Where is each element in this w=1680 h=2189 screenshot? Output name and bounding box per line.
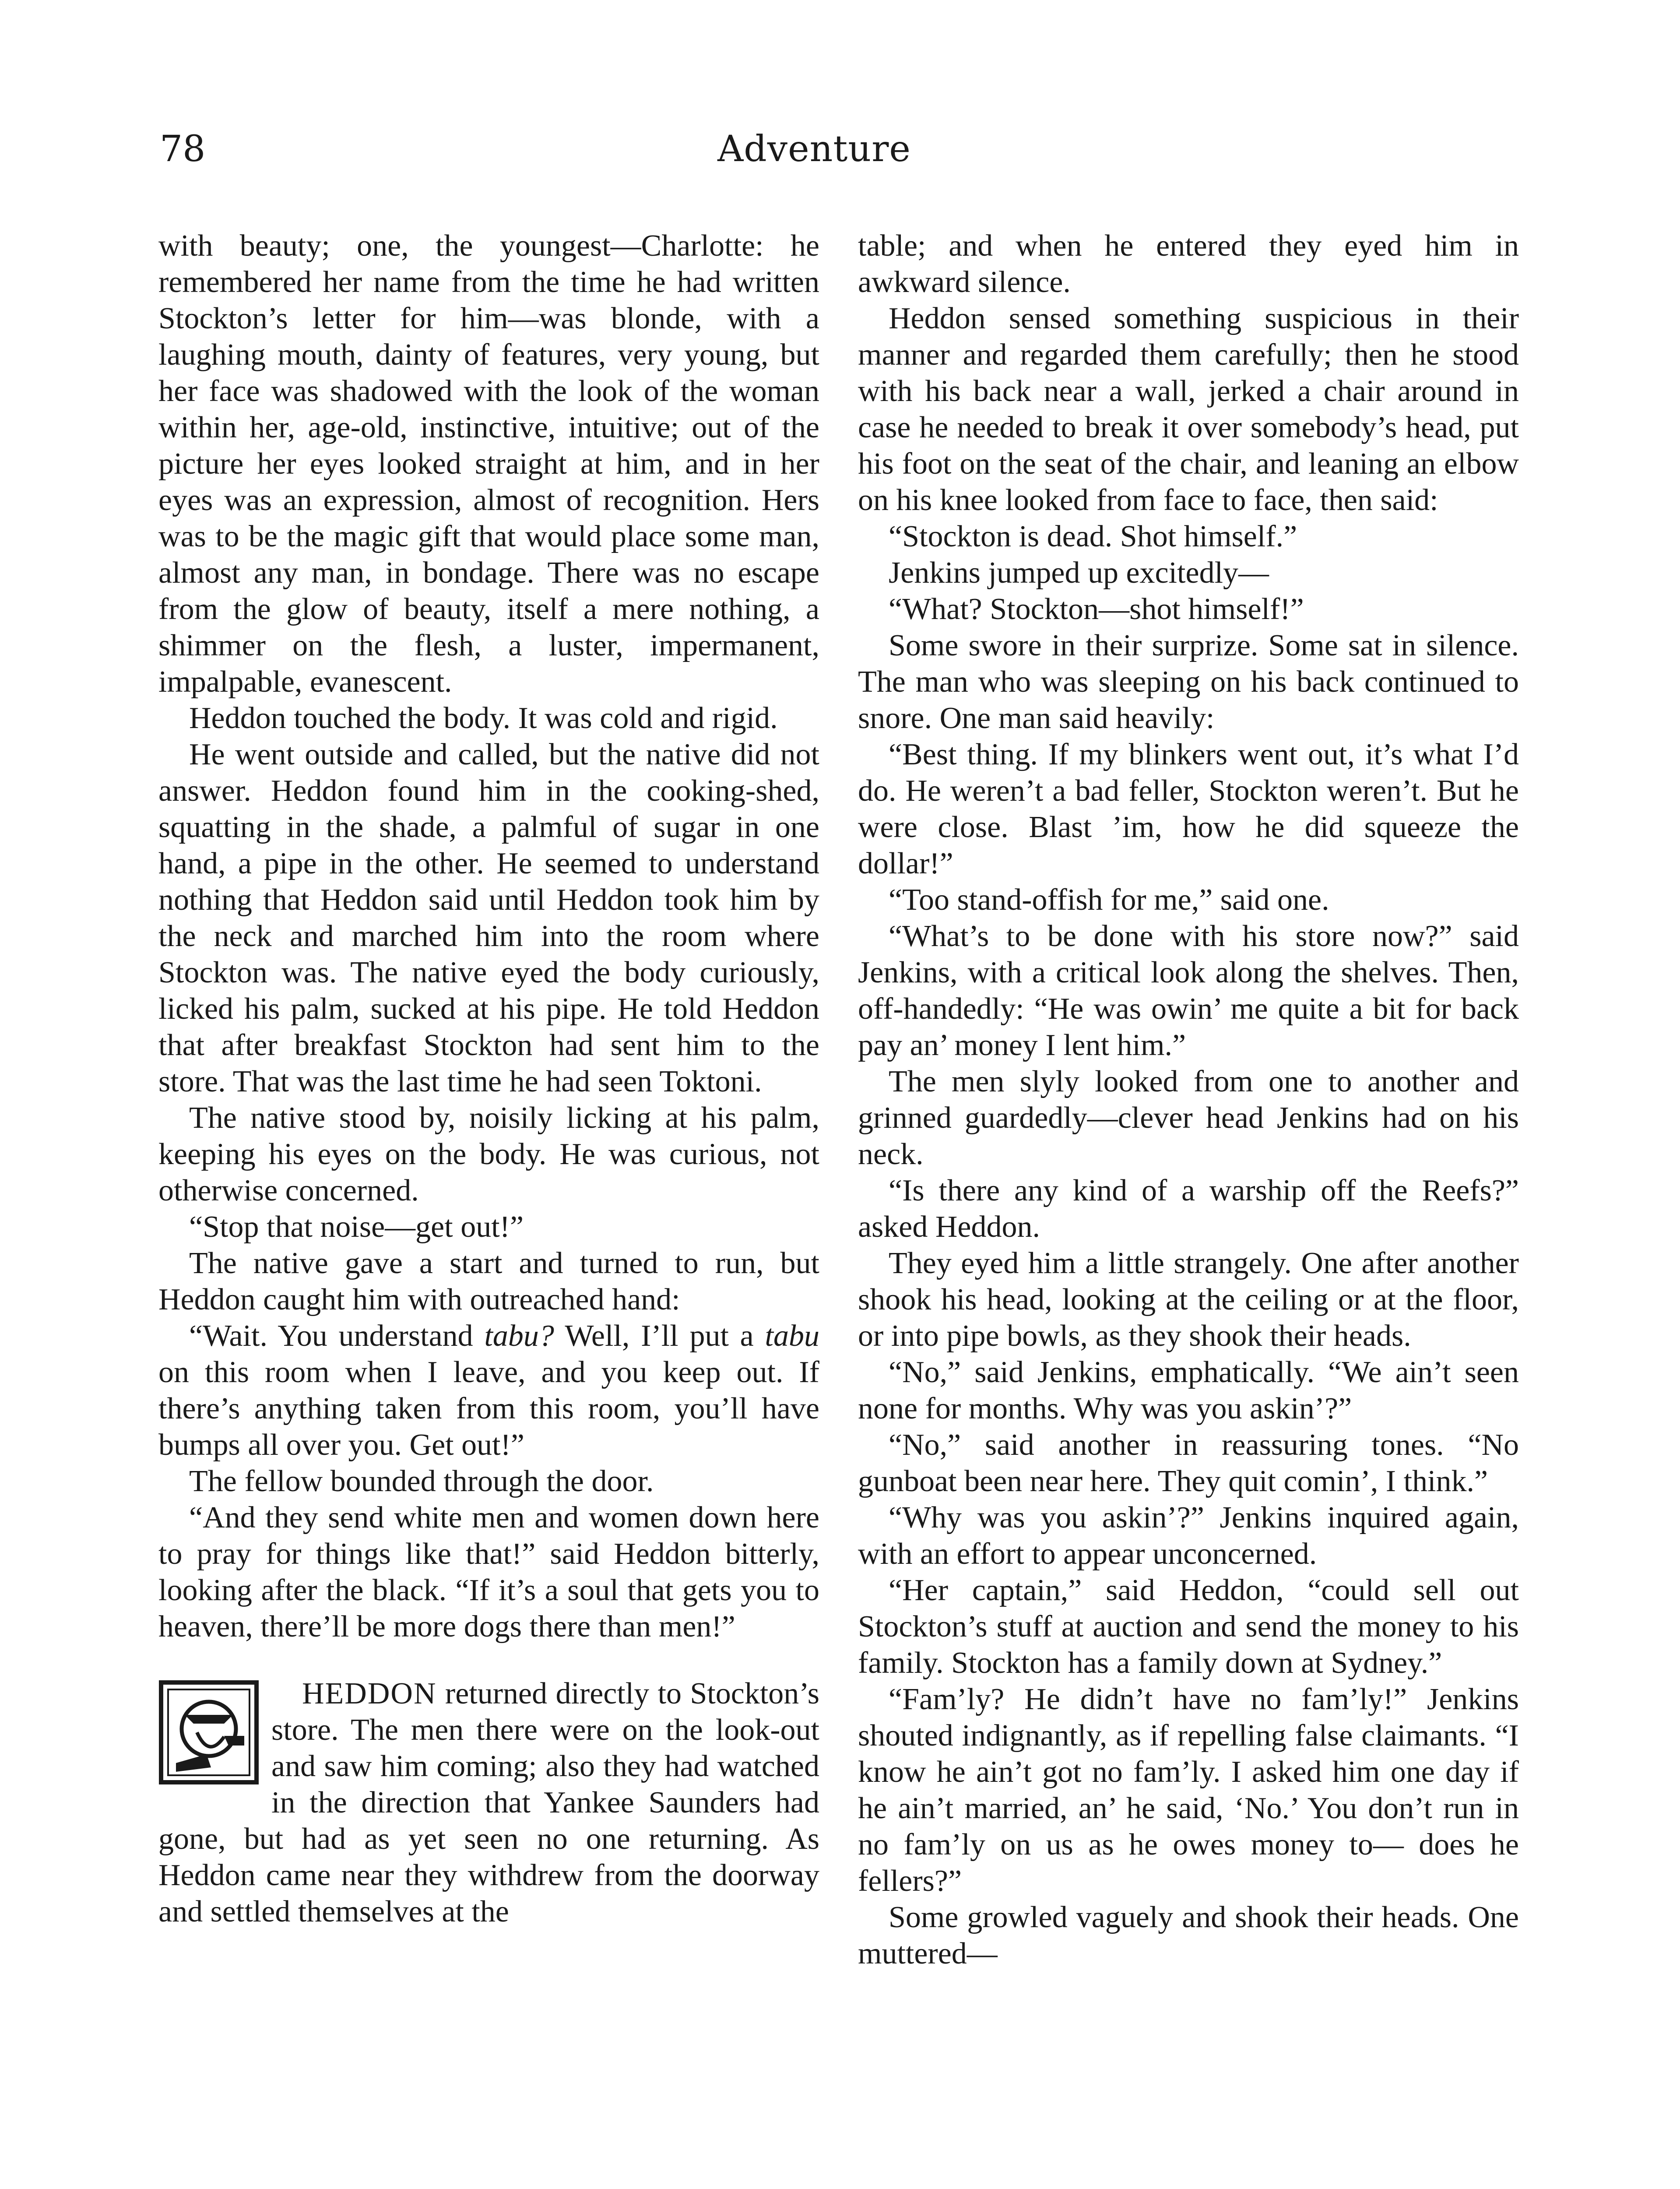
text-span: Well, I’ll put a	[554, 1319, 765, 1353]
paragraph: “What’s to be done with his store now?” said Jenkins, with a critical look along the shelves. Then, off-handedly: “He was owin’ me quite a bit for back pay an’ money I lent him.”	[858, 919, 1519, 1062]
paragraph: The men slyly looked from one to another and grinned guardedly—clever head Jenkins had on his neck.	[858, 1065, 1519, 1171]
running-head: Adventure	[717, 128, 911, 170]
paragraph: Jenkins jumped up excitedly—	[889, 556, 1269, 590]
page-number: 78	[160, 128, 206, 170]
paragraph: Some growled vaguely and shook their heads. One muttered—	[858, 1900, 1519, 1971]
paragraph: table; and when he entered they eyed him in awkward silence.	[858, 229, 1519, 299]
paragraph: “Too stand-offish for me,” said one.	[889, 883, 1329, 917]
italic-word: tabu?	[484, 1319, 554, 1353]
paragraph	[158, 1318, 819, 1463]
paragraph: The fellow bounded through the door.	[189, 1464, 654, 1498]
paragraph: The native stood by, noisily licking at his palm, keeping his eyes on the body. He was curious, not otherwise concerned.	[158, 1101, 819, 1207]
paragraph: “And they send white men and women down here to pray for things like that!” said Heddon bitterly, looking after the black. “If it’s a soul that gets you to heaven, there’ll be more dogs there than men!”	[158, 1501, 819, 1644]
paragraph: He went outside and called, but the native did not answer. Heddon found him in the cooking-shed, squatting in the shade, a palmful of sugar in one hand, a pipe in the other. He seemed to understand nothing that Heddon said until Heddon took him by the neck and marched him into the room where Stockton was. The native eyed the body curiously, licked his palm, sucked at his pipe. He told Heddon that after breakfast Stockton had sent him to the store. That was the last time he had seen Toktoni.	[158, 738, 819, 1098]
italic-word: tabu	[765, 1319, 819, 1353]
text-span: returned directly to Stockton’s store. The men there were on the look-out and saw him coming; also they had watched in the direction that Yankee Saunders had gone, but had as yet seen no one returning. As Heddon came near they withdrew from the doorway and settled themselves at the	[158, 1677, 819, 1929]
paragraph: “Stop that noise—get out!”	[189, 1210, 524, 1244]
paragraph: The native gave a start and turned to run, but Heddon caught him with outreached hand:	[158, 1246, 819, 1316]
paragraph: Some swore in their surprize. Some sat in silence. The man who was sleeping on his back continued to snore. One man said heavily:	[858, 629, 1519, 735]
paragraph: with beauty; one, the youngest—Charlotte: he remembered her name from the time he had written Stockton’s letter for him—was blonde, with a laughing mouth, dainty of features, very young, but her face was shadowed with the look of the woman within her, age-old, instinctive, intuitive; out of the picture her eyes looked straight at him, and in her eyes was an expression, almost of recognition. Hers was to be the magic gift that would place some man, almost any man, in bondage. There was no escape from the glow of beauty, itself a mere nothing, a shimmer on the flesh, a luster, impermanent, impalpable, evanescent.	[158, 229, 819, 699]
section-lead-word: HEDDON	[302, 1677, 437, 1710]
paragraph: “Is there any kind of a warship off the Reefs?” asked Heddon.	[858, 1174, 1519, 1244]
paragraph: “Stockton is dead. Shot himself.”	[889, 520, 1297, 553]
paragraph: They eyed him a little strangely. One after another shook his head, looking at the ceiling or at the floor, or into pipe bowls, as they shook their heads.	[858, 1246, 1519, 1353]
right-column	[858, 228, 1519, 1972]
paragraph: Heddon touched the body. It was cold and rigid.	[189, 701, 778, 735]
paragraph: “Why was you askin’?” Jenkins inquired again, with an effort to appear unconcerned.	[858, 1501, 1519, 1571]
ornament-icon	[158, 1680, 259, 1785]
text-span: on this room when I leave, and you keep out. If there’s anything taken from this room, you’ll have bumps all over you. Get out!”	[158, 1355, 819, 1462]
left-column	[158, 228, 819, 1930]
paragraph: “No,” said Jenkins, emphatically. “We ain’t seen none for months. Why was you askin’?”	[858, 1355, 1519, 1425]
section-opening-paragraph	[158, 1645, 819, 1930]
paragraph: “What? Stockton—shot himself!”	[889, 592, 1304, 626]
paragraph: “No,” said another in reassuring tones. “No gunboat been near here. They quit comin’, I think.”	[858, 1428, 1519, 1498]
text-span: “Wait. You understand	[189, 1319, 485, 1353]
paragraph: Heddon sensed something suspicious in their manner and regarded them carefully; then he stood with his back near a wall, jerked a chair around in case he needed to break it over somebody’s head, put his foot on the seat of the chair, and leaning an elbow on his knee looked from face to face, then said:	[858, 302, 1519, 517]
paragraph: “Best thing. If my blinkers went out, it’s what I’d do. He weren’t a bad feller, Stockton weren’t. But he were close. Blast ’im, how he did squeeze the dollar!”	[858, 738, 1519, 880]
paragraph: “Fam’ly? He didn’t have no fam’ly!” Jenkins shouted indignantly, as if repelling false claimants. “I know he ain’t got no fam’ly. I asked him one day if he ain’t married, an’ he said, ‘No.’ You don’t run in no fam’ly on us as he owes money to— does he fellers?”	[858, 1682, 1519, 1898]
paragraph: “Her captain,” said Heddon, “could sell out Stockton’s stuff at auction and send the money to his family. Stockton has a family down at Sydney.”	[858, 1573, 1519, 1680]
